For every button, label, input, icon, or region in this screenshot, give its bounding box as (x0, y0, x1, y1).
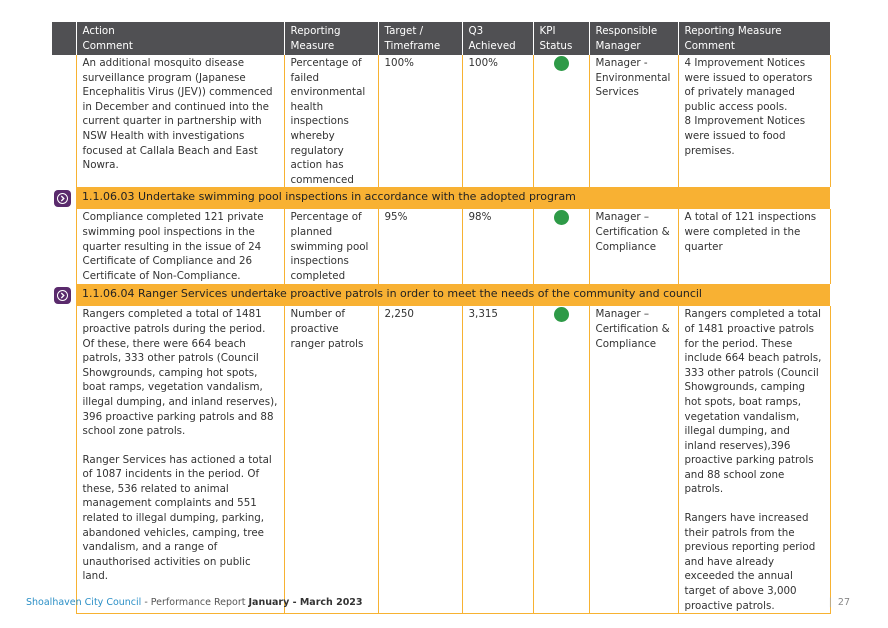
reporting-measure-cell: Percentage of failed environmental health inspections whereby regulatory action has commenced (284, 55, 378, 187)
responsible-manager-cell: Manager – Certification & Compliance (589, 306, 678, 613)
header-responsible-manager: Responsible Manager (589, 22, 678, 55)
expand-chevron-icon[interactable] (54, 190, 71, 207)
footer-report-label: - Performance Report (141, 597, 249, 608)
table-row (52, 55, 830, 187)
target-cell: 100% (378, 55, 462, 187)
achieved-cell: 98% (462, 209, 533, 284)
responsible-manager-cell: Manager - Environmental Services (589, 55, 678, 187)
achieved-cell: 3,315 (462, 306, 533, 613)
reporting-measure-cell: Percentage of planned swimming pool inspections completed (284, 209, 378, 284)
kpi-status-cell (533, 209, 589, 284)
measure-comment-cell: Rangers completed a total of 1481 proactive patrols for the period. These include 664 beach patrols, 333 other patrols (Council Showgrounds, camping hot spots, boat ramps, vegetation vandalism, illegal dumping, and inland reserves),396 proactive parking patrols and 88 school zone patrols. Rangers have increased their patrols from the previous reporting period and have already exceeded the annual target of above 3,000 proactive patrols. (678, 306, 830, 613)
achieved-cell: 100% (462, 55, 533, 187)
action-comment-cell: Rangers completed a total of 1481 proactive patrols during the period. Of these, there were 664 beach patrols, 333 other patrols (Council Showgrounds, camping hot spots, boat ramps, vegetation vandalism, illegal dumping, and inland reserves), 396 proactive parking patrols and 88 school zone patrols. Ranger Services has actioned a total of 1087 incidents in the period. Of these, 536 related to animal management complaints and 551 related to illegal dumping, parking, abandoned vehicles, camping, tree vandalism, and a range of unauthorised activities on public land. (76, 306, 284, 613)
measure-comment-cell: 4 Improvement Notices were issued to operators of privately managed public access pools. 8 Improvement Notices were issued to food premises. (678, 55, 830, 187)
kpi-status-cell (533, 306, 589, 613)
action-comment-cell: An additional mosquito disease surveillance program (Japanese Encephalitis Virus (JEV)) commenced in December and continued into the current quarter in partnership with NSW Health with investigations focused at Callala Beach and East Nowra. (76, 55, 284, 187)
header-reporting-measure: Reporting Measure (284, 22, 378, 55)
page-number: | 27 (828, 597, 850, 608)
header-target-timeframe: Target / Timeframe (378, 22, 462, 55)
header-action-comment: Action Comment (76, 22, 284, 55)
kpi-green-status-icon (554, 56, 569, 71)
footer-org: Shoalhaven City Council (26, 597, 142, 608)
target-cell: 95% (378, 209, 462, 284)
measure-comment-cell: A total of 121 inspections were completed in the quarter (678, 209, 830, 284)
action-title: 1.1.06.04 Ranger Services undertake proactive patrols in order to meet the needs of the community and council (76, 284, 830, 306)
performance-table-container (52, 22, 830, 614)
table-row (52, 209, 830, 284)
reporting-measure-cell: Number of proactive ranger patrols (284, 306, 378, 613)
page-footer (26, 597, 363, 608)
action-comment-cell: Compliance completed 121 private swimming pool inspections in the quarter resulting in the issue of 24 Certificate of Compliance and 26 Certificate of Non-Compliance. (76, 209, 284, 284)
header-q3-achieved: Q3 Achieved (462, 22, 533, 55)
target-cell: 2,250 (378, 306, 462, 613)
table-row (52, 306, 830, 613)
header-reporting-measure-comment: Reporting Measure Comment (678, 22, 830, 55)
performance-table (52, 22, 831, 614)
table-header-row (52, 22, 830, 55)
action-title: 1.1.06.03 Undertake swimming pool inspections in accordance with the adopted program (76, 187, 830, 209)
header-kpi-status: KPI Status (533, 22, 589, 55)
responsible-manager-cell: Manager – Certification & Compliance (589, 209, 678, 284)
kpi-green-status-icon (554, 210, 569, 225)
expand-chevron-icon[interactable] (54, 287, 71, 304)
footer-period: January - March 2023 (248, 597, 363, 608)
action-heading-row (52, 284, 830, 306)
action-heading-row (52, 187, 830, 209)
header-blank (52, 22, 76, 55)
kpi-green-status-icon (554, 307, 569, 322)
kpi-status-cell (533, 55, 589, 187)
